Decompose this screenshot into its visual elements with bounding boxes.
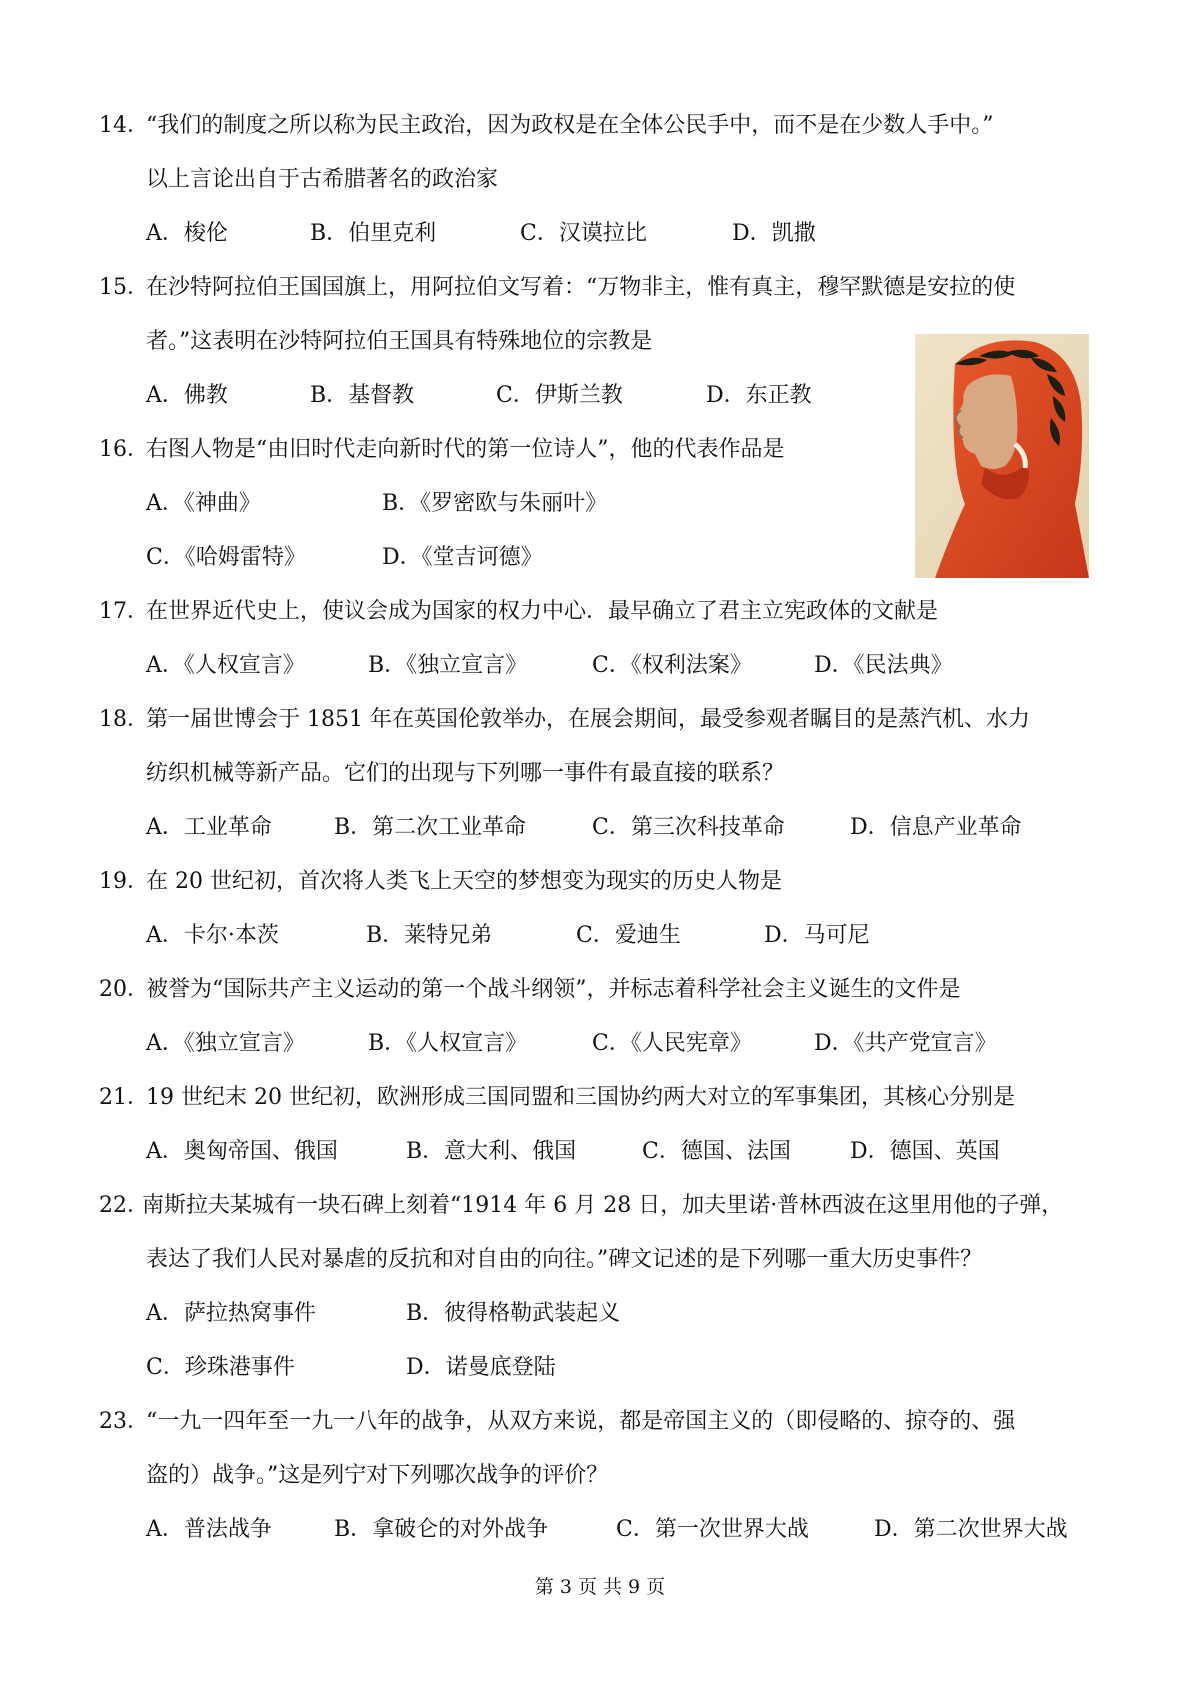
- option-d: D．第二次世界大战: [874, 1517, 1068, 1542]
- question-19-options: [0, 916, 1200, 956]
- question-number: 22．: [99, 1193, 149, 1218]
- option-a: A．普法战争: [146, 1517, 272, 1542]
- question-19: [0, 862, 1200, 902]
- poet-portrait-image: [915, 334, 1089, 578]
- question-number: 23．: [99, 1409, 149, 1434]
- question-14-continuation: [0, 160, 1200, 200]
- question-text: “我们的制度之所以称为民主政治，因为政权是在全体公民手中，而不是在少数人手中。”: [146, 113, 994, 138]
- option-a: A．卡尔·本茨: [146, 923, 279, 948]
- option-a: A．奥匈帝国、俄国: [146, 1139, 338, 1164]
- option-c: C．《权利法案》: [592, 653, 752, 678]
- option-d: D．东正教: [706, 383, 812, 408]
- question-number: 16．: [99, 437, 149, 462]
- question-text-continued: 者。”这表明在沙特阿拉伯王国具有特殊地位的宗教是: [146, 329, 653, 354]
- question-text-continued: 以上言论出自于古希腊著名的政治家: [146, 167, 499, 192]
- question-text: 19 世纪末 20 世纪初，欧洲形成三国同盟和三国协约两大对立的军事集团，其核心分别是: [146, 1085, 1015, 1110]
- option-a: A．佛教: [146, 383, 228, 408]
- option-d: D．马可尼: [764, 923, 870, 948]
- question-number: 20．: [99, 977, 149, 1002]
- question-text: 在沙特阿拉伯王国国旗上，用阿拉伯文写着：“万物非主，惟有真主，穆罕默德是安拉的使: [146, 275, 1016, 300]
- option-c: C．德国、法国: [642, 1139, 791, 1164]
- option-b: B．第二次工业革命: [334, 815, 527, 840]
- option-a: A．《独立宣言》: [146, 1031, 305, 1056]
- question-20: [0, 970, 1200, 1010]
- question-22-continuation: [0, 1240, 1200, 1280]
- option-b: B．拿破仑的对外战争: [334, 1517, 549, 1542]
- option-c: C．珍珠港事件: [146, 1355, 295, 1380]
- option-a: A．工业革命: [146, 815, 272, 840]
- question-text: 第一届世博会于 1851 年在英国伦敦举办，在展会期间，最受参观者瞩目的是蒸汽机、水力: [146, 707, 1030, 732]
- option-c: C．伊斯兰教: [496, 383, 623, 408]
- question-number: 19．: [99, 869, 149, 894]
- option-c: C．爱迪生: [576, 923, 681, 948]
- option-d: D．凯撒: [732, 221, 816, 246]
- option-d: D．诺曼底登陆: [406, 1355, 556, 1380]
- question-23-options: [0, 1510, 1200, 1550]
- option-d: D．《共产党宣言》: [814, 1031, 997, 1056]
- option-a: A．梭伦: [146, 221, 228, 246]
- option-c: C．《哈姆雷特》: [146, 545, 306, 570]
- question-text-continued: 表达了我们人民对暴虐的反抗和对自由的向往。”碑文记述的是下列哪一重大历史事件？: [146, 1247, 983, 1272]
- question-text: 被誉为“国际共产主义运动的第一个战斗纲领”，并标志着科学社会主义诞生的文件是: [146, 977, 961, 1002]
- option-b: B．意大利、俄国: [406, 1139, 577, 1164]
- question-18-options: [0, 808, 1200, 848]
- question-22: [0, 1186, 1200, 1226]
- question-text: “一九一四年至一九一八年的战争，从双方来说，都是帝国主义的（即侵略的、掠夺的、强: [146, 1409, 1016, 1434]
- question-15: [0, 268, 1200, 308]
- question-23-continuation: [0, 1456, 1200, 1496]
- question-text: 在 20 世纪初，首次将人类飞上天空的梦想变为现实的历史人物是: [146, 869, 782, 894]
- question-18-continuation: [0, 754, 1200, 794]
- question-23: [0, 1402, 1200, 1442]
- option-d: D．《民法典》: [814, 653, 953, 678]
- option-b: B．彼得格勒武装起义: [406, 1301, 621, 1326]
- question-text-continued: 盗的）战争。”这是列宁对下列哪次战争的评价？: [146, 1463, 609, 1488]
- question-14: [0, 106, 1200, 146]
- option-c: C．第三次科技革命: [592, 815, 785, 840]
- page-footer: 第 3 页 共 9 页: [534, 1576, 666, 1598]
- option-b: B．《独立宣言》: [368, 653, 528, 678]
- option-d: D．德国、英国: [850, 1139, 1000, 1164]
- question-text: 在世界近代史上，使议会成为国家的权力中心．最早确立了君主立宪政体的文献是: [146, 599, 939, 624]
- question-21: [0, 1078, 1200, 1118]
- option-a: A．萨拉热窝事件: [146, 1301, 316, 1326]
- question-number: 17．: [99, 599, 149, 624]
- option-b: B．《人权宣言》: [368, 1031, 528, 1056]
- question-number: 14．: [99, 113, 149, 138]
- question-21-options: [0, 1132, 1200, 1172]
- option-c: C．汉谟拉比: [520, 221, 647, 246]
- option-d: D．信息产业革命: [850, 815, 1022, 840]
- question-20-options: [0, 1024, 1200, 1064]
- question-18: [0, 700, 1200, 740]
- option-b: B．伯里克利: [310, 221, 437, 246]
- option-c: C．《人民宪章》: [592, 1031, 752, 1056]
- question-17-options: [0, 646, 1200, 686]
- option-b: B．莱特兄弟: [366, 923, 493, 948]
- option-c: C．第一次世界大战: [616, 1517, 809, 1542]
- question-text-continued: 纺织机械等新产品。它们的出现与下列哪一事件有最直接的联系？: [146, 761, 785, 786]
- option-a: A．《神曲》: [146, 491, 261, 516]
- option-b: B．《罗密欧与朱丽叶》: [382, 491, 608, 516]
- option-d: D．《堂吉诃德》: [382, 545, 543, 570]
- question-text: 南斯拉夫某城有一块石碑上刻着“1914 年 6 月 28 日，加夫里诺·普林西波在这里用他的子弹，: [142, 1193, 1064, 1218]
- question-text: 右图人物是“由旧时代走向新时代的第一位诗人”，他的代表作品是: [146, 437, 785, 462]
- question-22-options-row-1: [0, 1294, 1200, 1334]
- option-b: B．基督教: [310, 383, 415, 408]
- question-22-options-row-2: [0, 1348, 1200, 1388]
- question-14-options: [0, 214, 1200, 254]
- question-number: 15．: [99, 275, 149, 300]
- question-number: 18．: [99, 707, 149, 732]
- question-17: [0, 592, 1200, 632]
- question-number: 21．: [99, 1085, 149, 1110]
- option-a: A．《人权宣言》: [146, 653, 305, 678]
